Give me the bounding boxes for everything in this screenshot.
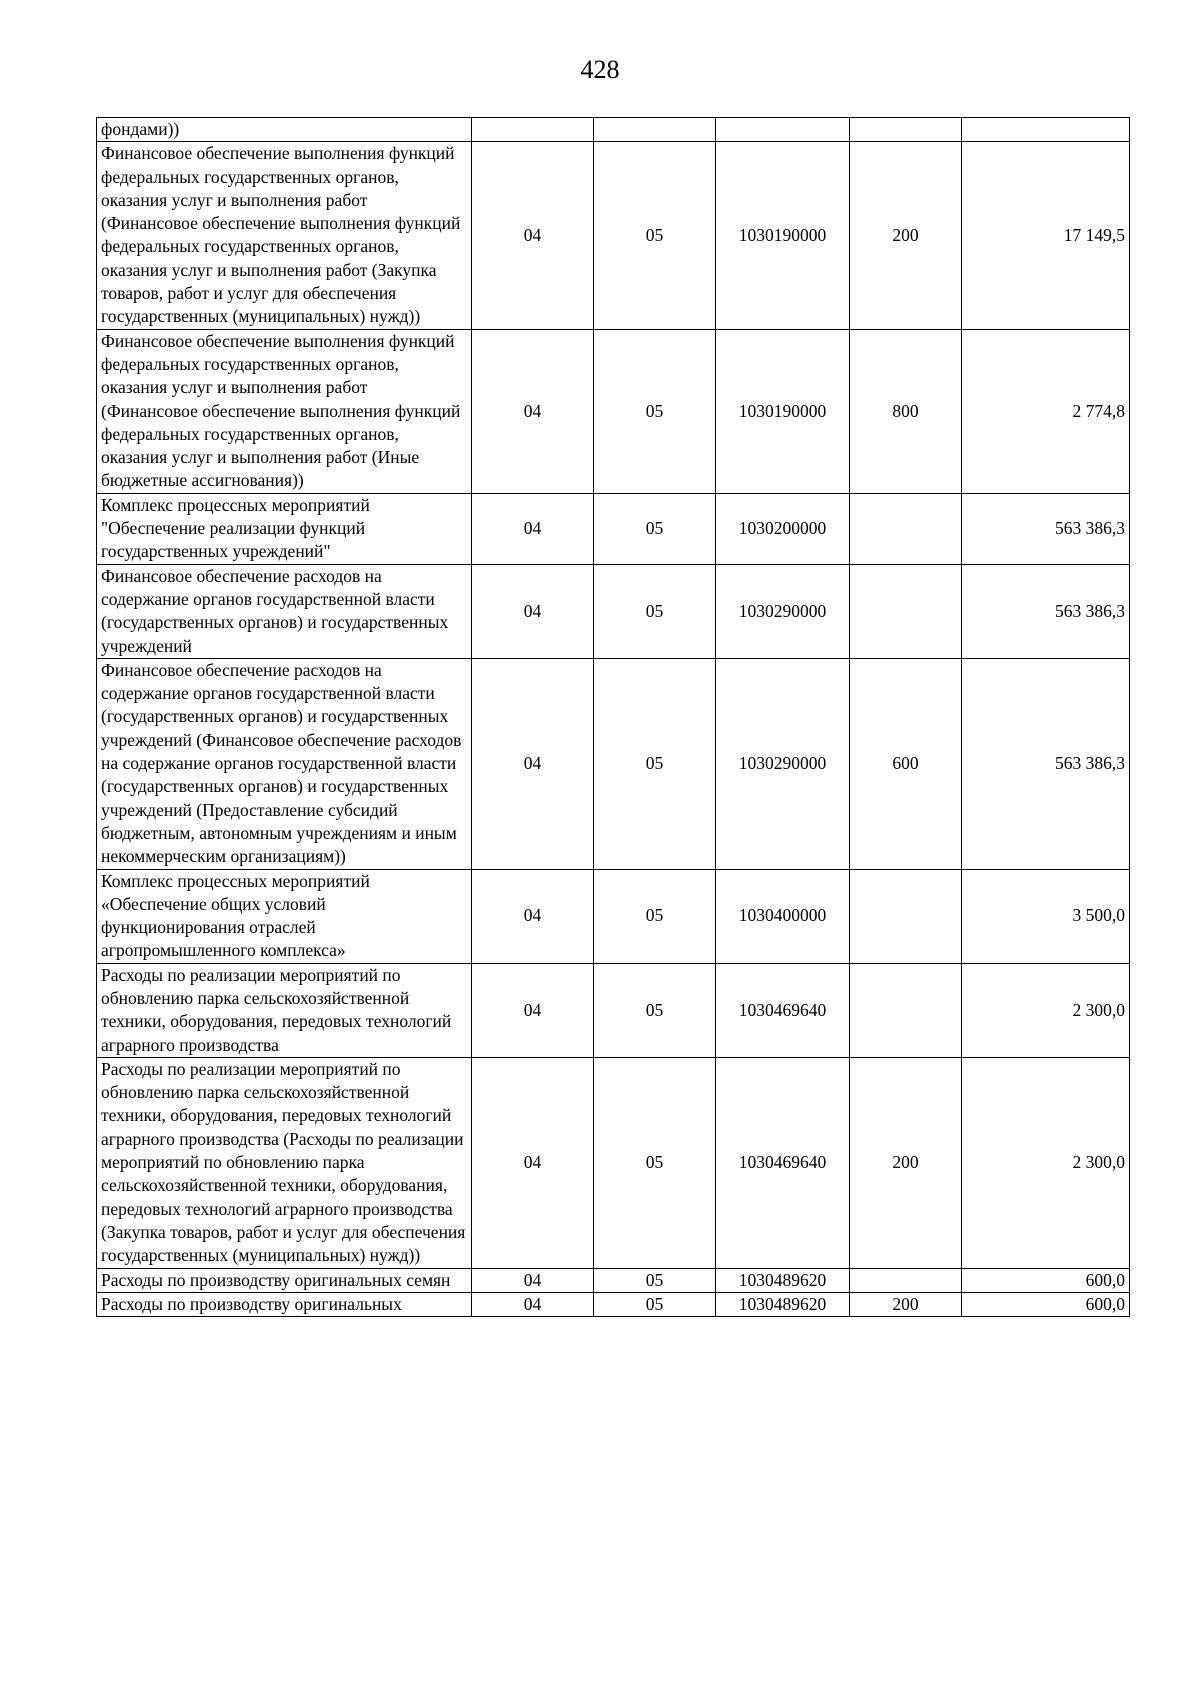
row-description: фондами)) bbox=[97, 118, 472, 142]
row-amount: 563 386,3 bbox=[962, 564, 1130, 658]
row-amount: 563 386,3 bbox=[962, 493, 1130, 564]
row-expense-type: 200 bbox=[850, 1057, 962, 1268]
row-target-article: 1030469640 bbox=[716, 963, 850, 1057]
row-subsection-code: 05 bbox=[594, 869, 716, 963]
row-target-article: 1030489620 bbox=[716, 1292, 850, 1316]
row-amount: 600,0 bbox=[962, 1292, 1130, 1316]
row-subsection-code: 05 bbox=[594, 658, 716, 869]
row-expense-type: 800 bbox=[850, 329, 962, 493]
table-row bbox=[97, 869, 1130, 963]
table-row bbox=[97, 493, 1130, 564]
table-row bbox=[97, 1292, 1130, 1316]
row-subsection-code: 05 bbox=[594, 1292, 716, 1316]
table-row bbox=[97, 564, 1130, 658]
budget-table-body bbox=[97, 118, 1130, 1317]
row-section-code: 04 bbox=[472, 963, 594, 1057]
row-subsection-code: 05 bbox=[594, 142, 716, 329]
table-row bbox=[97, 329, 1130, 493]
row-description: Комплекс процессных мероприятий «Обеспечение общих условий функционирования отраслей агропромышленного комплекса» bbox=[97, 869, 472, 963]
row-description: Комплекс процессных мероприятий "Обеспечение реализации функций государственных учреждений" bbox=[97, 493, 472, 564]
row-section-code: 04 bbox=[472, 1057, 594, 1268]
row-target-article: 1030290000 bbox=[716, 658, 850, 869]
row-section-code: 04 bbox=[472, 564, 594, 658]
row-target-article: 1030190000 bbox=[716, 329, 850, 493]
row-target-article: 1030489620 bbox=[716, 1268, 850, 1292]
row-description: Расходы по реализации мероприятий по обновлению парка сельскохозяйственной техники, оборудования, передовых технологий аграрного производства (Расходы по реализации мероприятий по обновлению парка сельскохозяйственной техники, оборудования, передовых технологий аграрного производства (Закупка товаров, работ и услуг для обеспечения государственных (муниципальных) нужд)) bbox=[97, 1057, 472, 1268]
row-target-article: 1030190000 bbox=[716, 142, 850, 329]
row-amount bbox=[962, 118, 1130, 142]
row-expense-type bbox=[850, 564, 962, 658]
row-description: Расходы по производству оригинальных семян bbox=[97, 1268, 472, 1292]
row-description: Финансовое обеспечение выполнения функций федеральных государственных органов, оказания услуг и выполнения работ (Финансовое обеспечение выполнения функций федеральных государственных органов, оказания услуг и выполнения работ (Иные бюджетные ассигнования)) bbox=[97, 329, 472, 493]
row-subsection-code: 05 bbox=[594, 1057, 716, 1268]
row-subsection-code bbox=[594, 118, 716, 142]
row-amount: 2 300,0 bbox=[962, 963, 1130, 1057]
row-description: Финансовое обеспечение выполнения функций федеральных государственных органов, оказания услуг и выполнения работ (Финансовое обеспечение выполнения функций федеральных государственных органов, оказания услуг и выполнения работ (Закупка товаров, работ и услуг для обеспечения государственных (муниципальных) нужд)) bbox=[97, 142, 472, 329]
table-row bbox=[97, 142, 1130, 329]
row-description: Расходы по производству оригинальных bbox=[97, 1292, 472, 1316]
row-amount: 600,0 bbox=[962, 1268, 1130, 1292]
row-amount: 3 500,0 bbox=[962, 869, 1130, 963]
row-subsection-code: 05 bbox=[594, 963, 716, 1057]
row-section-code: 04 bbox=[472, 658, 594, 869]
row-expense-type bbox=[850, 869, 962, 963]
row-section-code: 04 bbox=[472, 869, 594, 963]
row-amount: 2 774,8 bbox=[962, 329, 1130, 493]
row-section-code: 04 bbox=[472, 1268, 594, 1292]
row-expense-type: 200 bbox=[850, 1292, 962, 1316]
row-target-article bbox=[716, 118, 850, 142]
row-section-code: 04 bbox=[472, 142, 594, 329]
row-expense-type bbox=[850, 493, 962, 564]
row-expense-type: 600 bbox=[850, 658, 962, 869]
row-section-code: 04 bbox=[472, 329, 594, 493]
budget-table bbox=[96, 117, 1130, 1317]
row-description: Финансовое обеспечение расходов на содержание органов государственной власти (государственных органов) и государственных учреждений bbox=[97, 564, 472, 658]
row-description: Расходы по реализации мероприятий по обновлению парка сельскохозяйственной техники, оборудования, передовых технологий аграрного производства bbox=[97, 963, 472, 1057]
row-expense-type bbox=[850, 963, 962, 1057]
row-amount: 17 149,5 bbox=[962, 142, 1130, 329]
row-section-code: 04 bbox=[472, 493, 594, 564]
row-target-article: 1030400000 bbox=[716, 869, 850, 963]
table-row bbox=[97, 658, 1130, 869]
row-expense-type bbox=[850, 1268, 962, 1292]
row-amount: 2 300,0 bbox=[962, 1057, 1130, 1268]
row-target-article: 1030200000 bbox=[716, 493, 850, 564]
row-subsection-code: 05 bbox=[594, 1268, 716, 1292]
page-number: 428 bbox=[580, 55, 620, 84]
table-row bbox=[97, 1057, 1130, 1268]
row-amount: 563 386,3 bbox=[962, 658, 1130, 869]
row-target-article: 1030290000 bbox=[716, 564, 850, 658]
row-subsection-code: 05 bbox=[594, 329, 716, 493]
table-row bbox=[97, 1268, 1130, 1292]
row-subsection-code: 05 bbox=[594, 493, 716, 564]
row-subsection-code: 05 bbox=[594, 564, 716, 658]
row-section-code bbox=[472, 118, 594, 142]
row-section-code: 04 bbox=[472, 1292, 594, 1316]
row-description: Финансовое обеспечение расходов на содержание органов государственной власти (государственных органов) и государственных учреждений (Финансовое обеспечение расходов на содержание органов государственной власти (государственных органов) и государственных учреждений (Предоставление субсидий бюджетным, автономным учреждениям и иным некоммерческим организациям)) bbox=[97, 658, 472, 869]
row-expense-type bbox=[850, 118, 962, 142]
row-target-article: 1030469640 bbox=[716, 1057, 850, 1268]
table-row bbox=[97, 118, 1130, 142]
row-expense-type: 200 bbox=[850, 142, 962, 329]
table-row bbox=[97, 963, 1130, 1057]
